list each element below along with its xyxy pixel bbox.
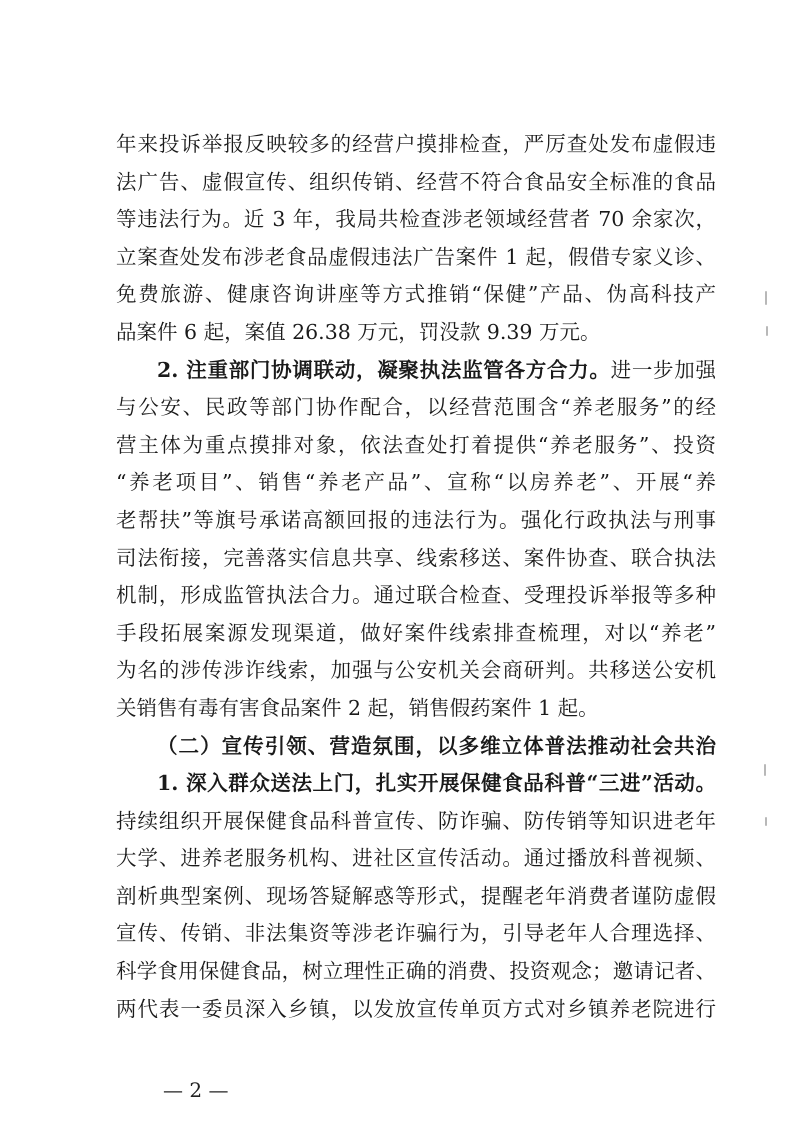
- page-number: — 2 —: [163, 1078, 229, 1102]
- paragraph-line: 老帮扶”等旗号承诺高额回报的违法行为。强化行政执法与刑事: [116, 507, 716, 532]
- paragraph-line: 持续组织开展保健食品科普宣传、防诈骗、防传销等知识进老年: [116, 808, 716, 833]
- subheading: 2. 注重部门协调联动，凝聚执法监管各方合力。: [157, 357, 611, 382]
- paragraph-line: 关销售有毒有害食品案件 2 起，销售假药案件 1 起。: [116, 695, 599, 720]
- scan-speck: [764, 764, 766, 776]
- paragraph-line: 科学食用保健食品，树立理性正确的消费、投资观念；邀请记者、: [116, 959, 716, 984]
- paragraph-line: 年来投诉举报反映较多的经营户摸排检查，严厉查处发布虚假违: [116, 132, 716, 156]
- paragraph-line: 与公安、民政等部门协作配合，以经营范围含“养老服务”的经: [116, 395, 716, 420]
- paragraph-line: 法广告、虚假宣传、组织传销、经营不符合食品安全标准的食品: [116, 169, 716, 194]
- section-title: （二）宣传引领、营造氛围，以多维立体普法推动社会共治: [157, 733, 716, 758]
- paragraph-line: 免费旅游、健康咨询讲座等方式推销“保健”产品、伪高科技产: [116, 282, 716, 307]
- paragraph-line: 两代表一委员深入乡镇，以发放宣传单页方式对乡镇养老院进行: [116, 996, 716, 1021]
- paragraph-line: 为名的涉传涉诈线索，加强与公安机关会商研判。共移送公安机: [116, 658, 716, 683]
- paragraph-line: 司法衔接，完善落实信息共享、线索移送、案件协查、联合执法: [116, 545, 716, 570]
- paragraph-text: 进一步加强: [610, 357, 716, 382]
- paragraph-line: 宣传、传销、非法集资等涉老诈骗行为，引导老年人合理选择、: [116, 921, 716, 946]
- paragraph-line: 手段拓展案源发现渠道，做好案件线索排查梳理，对以“养老”: [116, 620, 716, 645]
- scan-speck: [766, 326, 768, 336]
- paragraph-line: 品案件 6 起，案值 26.38 万元，罚没款 9.39 万元。: [116, 319, 601, 344]
- paragraph-line: 剖析典型案例、现场答疑解惑等形式，提醒老年消费者谨防虚假: [116, 883, 716, 908]
- paragraph-line: 立案查处发布涉老食品虚假违法广告案件 1 起，假借专家义诊、: [116, 244, 716, 269]
- paragraph-line: 等违法行为。近 3 年，我局共检查涉老领域经营者 70 余家次，: [116, 207, 716, 232]
- subheading: 1. 深入群众送法上门，扎实开展保健食品科普“三进”活动。: [157, 771, 716, 796]
- document-body: [116, 126, 716, 1028]
- paragraph-line: 营主体为重点摸排对象，依法查处打着提供“养老服务”、投资: [116, 432, 716, 457]
- subheading-line: [116, 352, 716, 390]
- scan-speck: [765, 291, 767, 305]
- paragraph-line: 机制，形成监管执法合力。通过联合检查、受理投诉举报等多种: [116, 583, 716, 608]
- paragraph-line: “养老项目”、销售“养老产品”、宣称“以房养老”、开展“养: [116, 470, 716, 495]
- scan-speck: [765, 817, 767, 826]
- paragraph-line: 大学、进养老服务机构、进社区宣传活动。通过播放科普视频、: [116, 846, 716, 871]
